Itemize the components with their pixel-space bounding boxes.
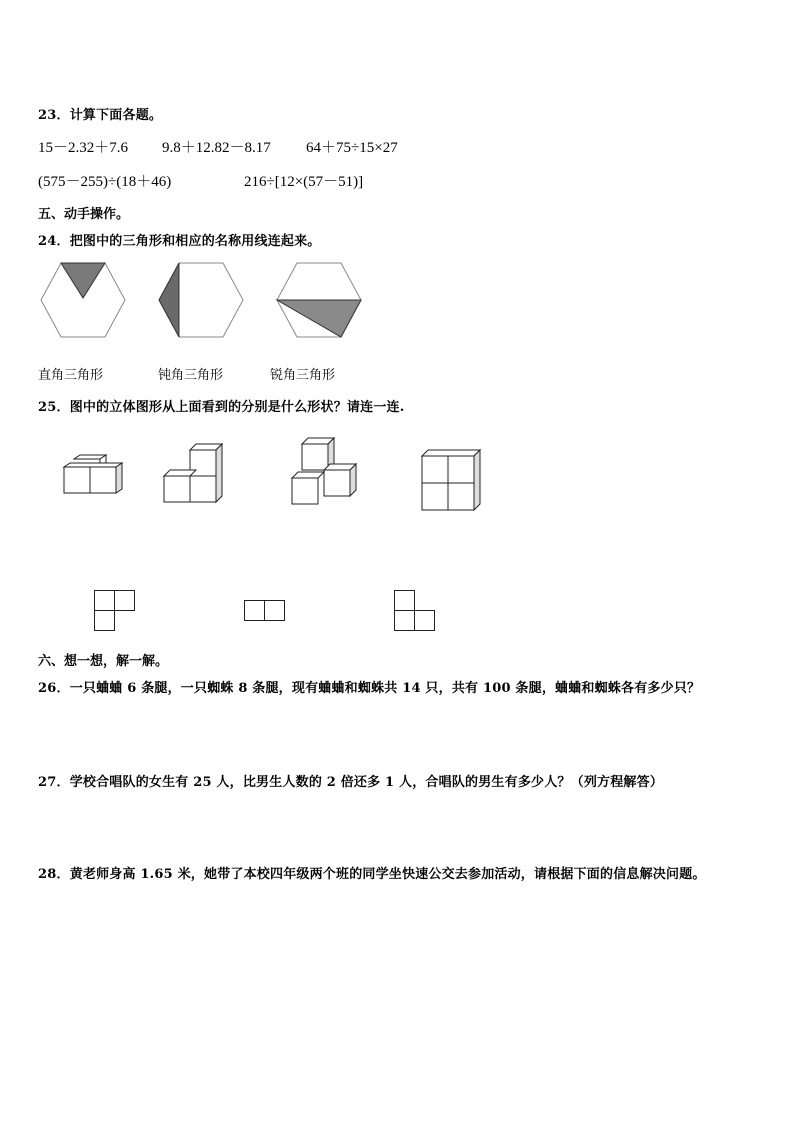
hexagon-figure-2 bbox=[158, 262, 244, 338]
q23-expr-4: (575－255)÷(18＋46) bbox=[38, 174, 172, 190]
cube-solid-1 bbox=[64, 455, 128, 503]
cube-solid-3 bbox=[292, 438, 358, 508]
q23-title: 23．计算下面各题。 bbox=[38, 108, 163, 123]
acute-triangle-shape bbox=[277, 300, 361, 337]
section-5-heading: 五、动手操作。 bbox=[38, 207, 130, 222]
top-view-2 bbox=[244, 600, 286, 622]
section-6-heading: 六、想一想，解一解。 bbox=[38, 654, 169, 669]
q23-expr-5: 216÷[12×(57－51)] bbox=[244, 174, 364, 190]
label-obtuse-triangle: 钝角三角形 bbox=[158, 368, 224, 383]
cube-solid-4 bbox=[422, 450, 484, 514]
q24-title: 24．把图中的三角形和相应的名称用线连起来。 bbox=[38, 234, 321, 249]
hexagon-figure-1 bbox=[40, 262, 126, 338]
cube-solid-2 bbox=[164, 444, 228, 506]
q23-expr-3: 64＋75÷15×27 bbox=[306, 140, 398, 156]
q23-expr-1: 15－2.32＋7.6 bbox=[38, 140, 129, 156]
label-acute-triangle: 锐角三角形 bbox=[270, 368, 336, 383]
right-triangle-shape bbox=[61, 263, 105, 298]
obtuse-triangle-shape bbox=[159, 263, 179, 337]
q27-text: 27．学校合唱队的女生有 25 人，比男生人数的 2 倍还多 1 人，合唱队的男生有多少人？（列方程解答） bbox=[38, 775, 664, 790]
q28-text: 28．黄老师身高 1.65 米，她带了本校四年级两个班的同学坐快速公交去参加活动，请根据下面的信息解决问题。 bbox=[38, 867, 706, 882]
top-view-1 bbox=[94, 590, 136, 632]
top-view-3 bbox=[394, 590, 436, 632]
q26-text: 26．一只蛐蛐 6 条腿，一只蜘蛛 8 条腿，现有蛐蛐和蜘蛛共 14 只，共有 100 条腿，蛐蛐和蜘蛛各有多少只？ bbox=[38, 681, 701, 696]
hexagon-figure-3 bbox=[276, 262, 362, 338]
q25-title: 25．图中的立体图形从上面看到的分别是什么形状？请连一连. bbox=[38, 400, 405, 415]
label-right-triangle: 直角三角形 bbox=[38, 368, 104, 383]
q23-expr-2: 9.8＋12.82－8.17 bbox=[162, 140, 271, 156]
